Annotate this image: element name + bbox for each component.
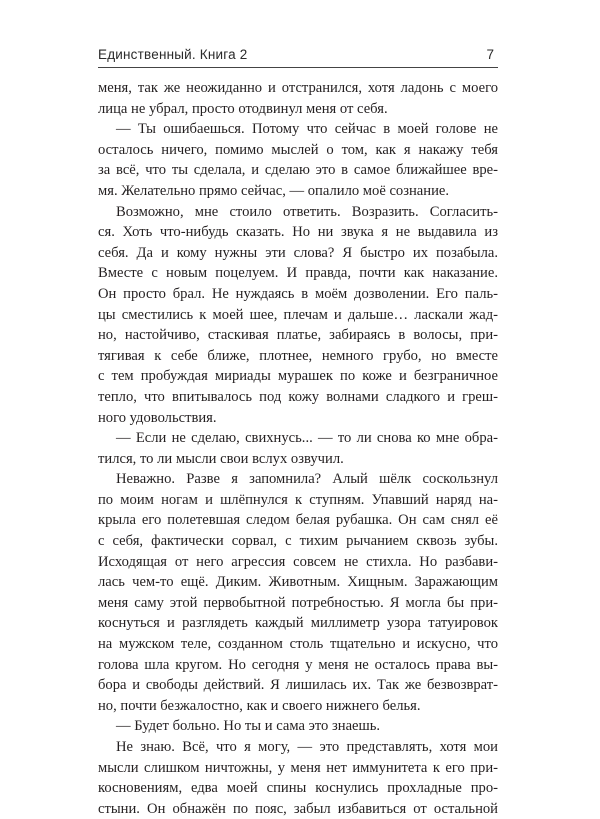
text-line: голова шла кругом. Но сегодня у меня не осталось права вы- [98,656,498,673]
text-line: лась чем-то ещё. Диким. Животным. Хищным. Заражающим [98,574,498,591]
text-line: осталось ничего, помимо мыслей о том, как я накажу тебя [98,141,498,158]
text-line: тягивая к себе ближе, плотнее, немного грубо, но вместе [98,347,498,364]
text-line: но, почти безжалостно, как и своего нижнего белья. [98,697,421,714]
text-line: тепло, что впитывалось под кожу волнами сладкого и греш- [98,388,498,405]
text-line: мысли слишком ничтожны, у меня нет иммунитета к его при- [98,759,498,776]
text-line: Не знаю. Всё, что я могу, — это представлять, хотя мои [116,739,498,755]
text-line: себя. Да и кому нужны эти слова? Я быстро их позабыла. [98,244,498,261]
page-header [98,47,498,69]
text-line: цы сместились к моей шее, плечам и дальше… ласкали жад- [98,306,498,323]
text-line: крыла его полетевшая следом белая рубашка. Он сам снял её [98,512,498,529]
header-rule [98,67,498,68]
text-line: с себя, фактически сорвал, с тихим рычанием сквозь зубы. [98,533,498,550]
text-line: меня, так же неожиданно и отстранился, хотя ладонь с моего [98,80,498,96]
text-line: по моим ногам и шлёпнулся к ступням. Упавший наряд на- [98,491,498,508]
text-line: Исходящая от него агрессия совсем не стихла. Но разбави- [98,553,498,570]
text-line: Он просто брал. Не нуждаясь в моём дозволении. Его паль- [98,285,498,302]
text-line: Вместе с новым поцелуем. И правда, почти как наказание. [98,265,498,282]
text-line: стыни. Он обнажён по пояс, забыл избавиться от остальной [98,800,498,817]
text-line: ного удовольствия. [98,409,217,426]
text-line: на мужском теле, созданном столь тщательно и искусно, что [98,636,498,653]
text-line: мя. Желательно прямо сейчас, — опалило моё сознание. [98,182,450,199]
text-line: меня саму этой первобытной потребностью. Я могла бы при- [98,594,498,611]
text-line: — Ты ошибаешься. Потому что сейчас в моей голове не [116,121,498,138]
text-line: бора и свободы действий. Я лишилась их. Так же безвозврат- [98,677,498,694]
text-line: ся. Хоть что-нибудь сказать. Но ни звука я не выдавила из [98,224,498,241]
text-line: — Будет больно. Но ты и сама это знаешь. [116,718,381,735]
text-line: за всё, что ты сделала, и сделаю это в самое ближайшее вре- [98,162,498,179]
body-text [98,78,498,819]
text-line: Возможно, мне стоило ответить. Возразить. Согласить- [116,203,498,220]
text-line: Неважно. Разве я запомнила? Алый шёлк соскользнул [116,471,498,488]
text-line: с тем пробуждая мириады мурашек по коже и безграничное [98,368,498,385]
text-line: тился, то ли мысли свои вслух озвучил. [98,450,344,467]
text-line: лица не убрал, просто отодвинул меня от себя. [98,100,388,117]
text-line: коснуться и разглядеть каждый миллиметр узора татуировок [98,615,498,632]
page-number: 7 [486,47,494,62]
text-line: косновениям, едва моей спины коснулись прохладные про- [98,780,498,797]
running-head-title: Единственный. Книга 2 [98,47,248,62]
text-line: — Если не сделаю, свихнусь... — то ли снова ко мне обра- [116,430,498,447]
text-line: но, настойчиво, стаскивая платье, забираясь в волосы, при- [98,327,498,344]
